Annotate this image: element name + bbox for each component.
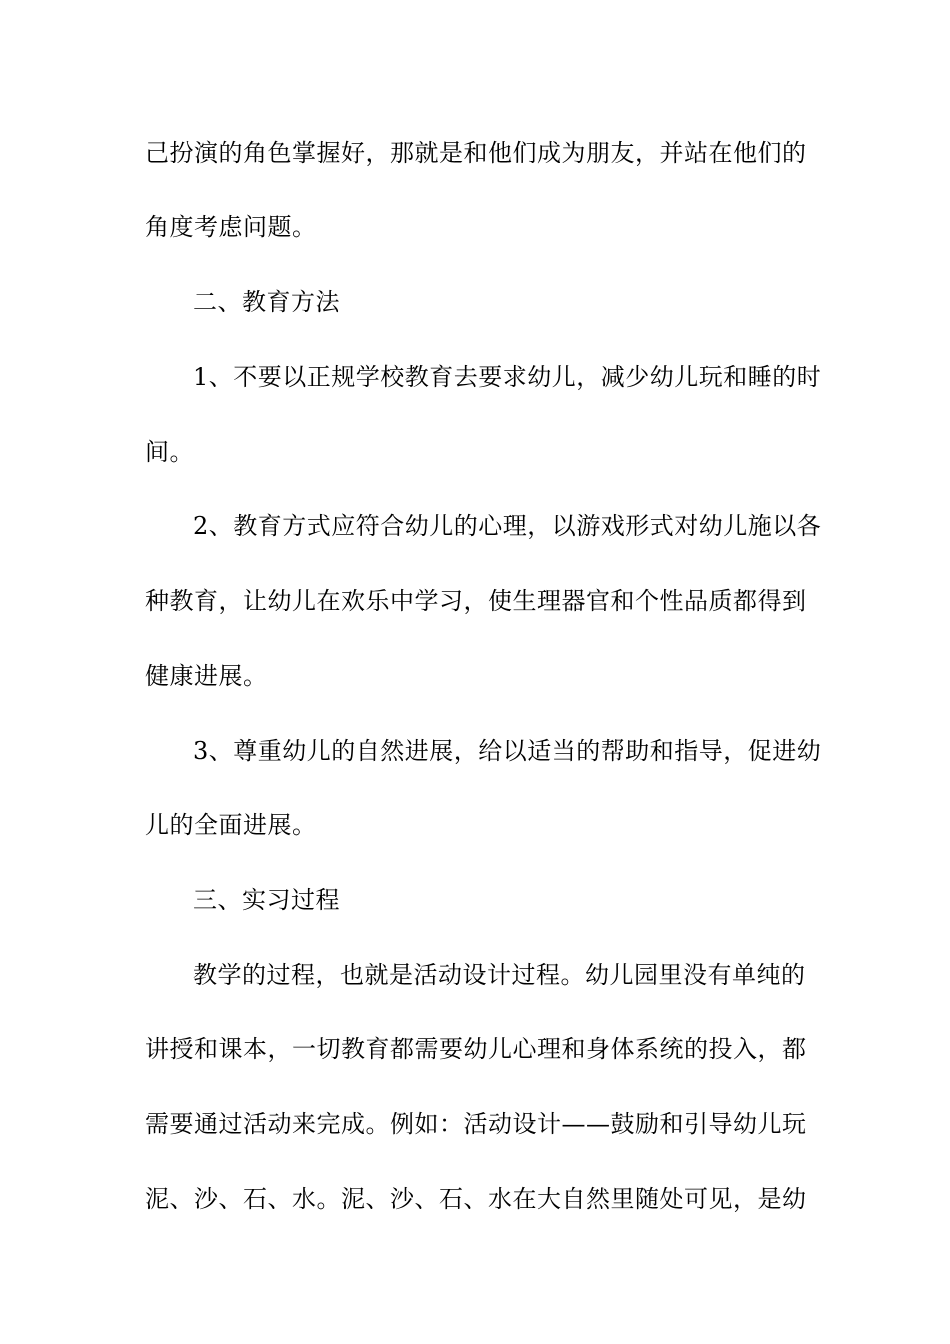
section-heading: 二、教育方法	[193, 288, 340, 316]
text-line: 己扮演的角色掌握好，那就是和他们成为朋友，并站在他们的	[145, 139, 807, 167]
text-line: 1、不要以正规学校教育去要求幼儿，减少幼儿玩和睡的时	[193, 363, 822, 391]
text-line: 2、教育方式应符合幼儿的心理，以游戏形式对幼儿施以各	[193, 512, 822, 540]
text-line: 讲授和课本，一切教育都需要幼儿心理和身体系统的投入，都	[145, 1035, 807, 1063]
text-line: 种教育，让幼儿在欢乐中学习，使生理器官和个性品质都得到	[145, 587, 807, 615]
text-line: 角度考虑问题。	[145, 213, 317, 241]
text-line: 泥、沙、石、水。泥、沙、石、水在大自然里随处可见，是幼	[145, 1185, 807, 1213]
text-line: 3、尊重幼儿的自然进展，给以适当的帮助和指导，促进幼	[193, 737, 822, 765]
text-line: 儿的全面进展。	[145, 811, 317, 839]
text-line: 需要通过活动来完成。例如：活动设计——鼓励和引导幼儿玩	[145, 1110, 807, 1138]
text-line: 间。	[145, 438, 194, 466]
text-line: 教学的过程，也就是活动设计过程。幼儿园里没有单纯的	[193, 961, 806, 989]
text-line: 健康进展。	[145, 662, 268, 690]
section-heading: 三、实习过程	[193, 886, 340, 914]
